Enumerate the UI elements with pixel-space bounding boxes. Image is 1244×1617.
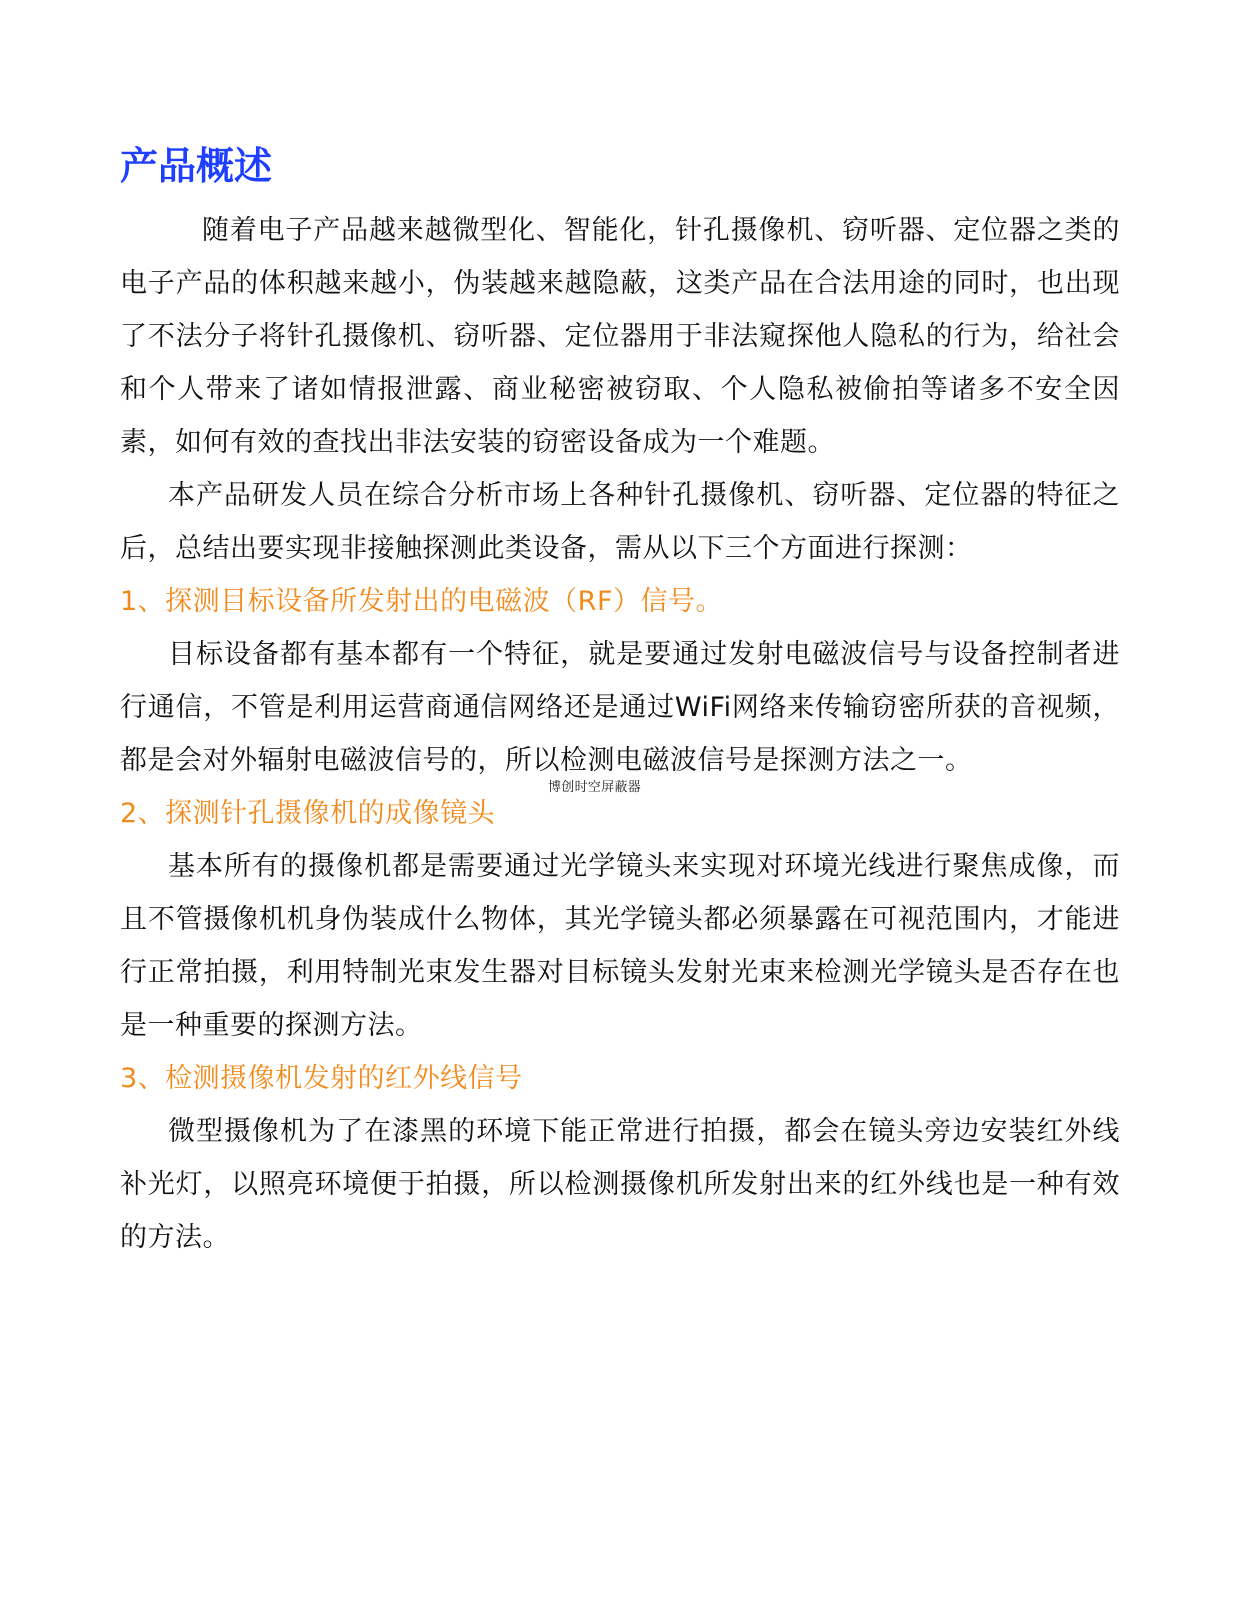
page-title: 产品概述 <box>120 144 273 188</box>
intro-paragraph-2: 本产品研发人员在综合分析市场上各种针孔摄像机、窃听器、定位器的特征之后，总结出要实现非接触探测此类设备，需从以下三个方面进行探测： <box>120 480 1120 564</box>
intro-paragraph-1: 随着电子产品越来越微型化、智能化，针孔摄像机、窃听器、定位器之类的电子产品的体积越来越小，伪装越来越隐蔽，这类产品在合法用途的同时，也出现了不法分子将针孔摄像机、窃听器、定位器用于非法窥探他人隐私的行为，给社会和个人带来了诸如情报泄露、商业秘密被窃取、个人隐私被偷拍等诸多不安全因素，如何有效的查找出非法安装的窃密设备成为一个难题。 <box>120 215 1120 458</box>
section-body-3: 微型摄像机为了在漆黑的环境下能正常进行拍摄，都会在镜头旁边安装红外线补光灯，以照亮环境便于拍摄，所以检测摄像机所发射出来的红外线也是一种有效的方法。 <box>120 1116 1120 1253</box>
watermark-text: 博创时空屏蔽器 <box>548 780 642 795</box>
section-body-1: 目标设备都有基本都有一个特征，就是要通过发射电磁波信号与设备控制者进行通信，不管是利用运营商通信网络还是通过WiFi网络来传输窃密所获的音视频，都是会对外辐射电磁波信号的，所以检测电磁波信号是探测方法之一。 <box>120 639 1120 776</box>
document-page <box>120 140 1120 1264</box>
section-heading-1: 1、探测目标设备所发射出的电磁波（RF）信号。 <box>120 586 723 617</box>
section-body-2: 基本所有的摄像机都是需要通过光学镜头来实现对环境光线进行聚焦成像，而且不管摄像机机身伪装成什么物体，其光学镜头都必须暴露在可视范围内，才能进行正常拍摄，利用特制光束发生器对目标镜头发射光束来检测光学镜头是否存在也是一种重要的探测方法。 <box>120 851 1120 1041</box>
section-heading-3: 3、检测摄像机发射的红外线信号 <box>120 1063 523 1094</box>
section-heading-2: 2、探测针孔摄像机的成像镜头 <box>120 798 496 829</box>
